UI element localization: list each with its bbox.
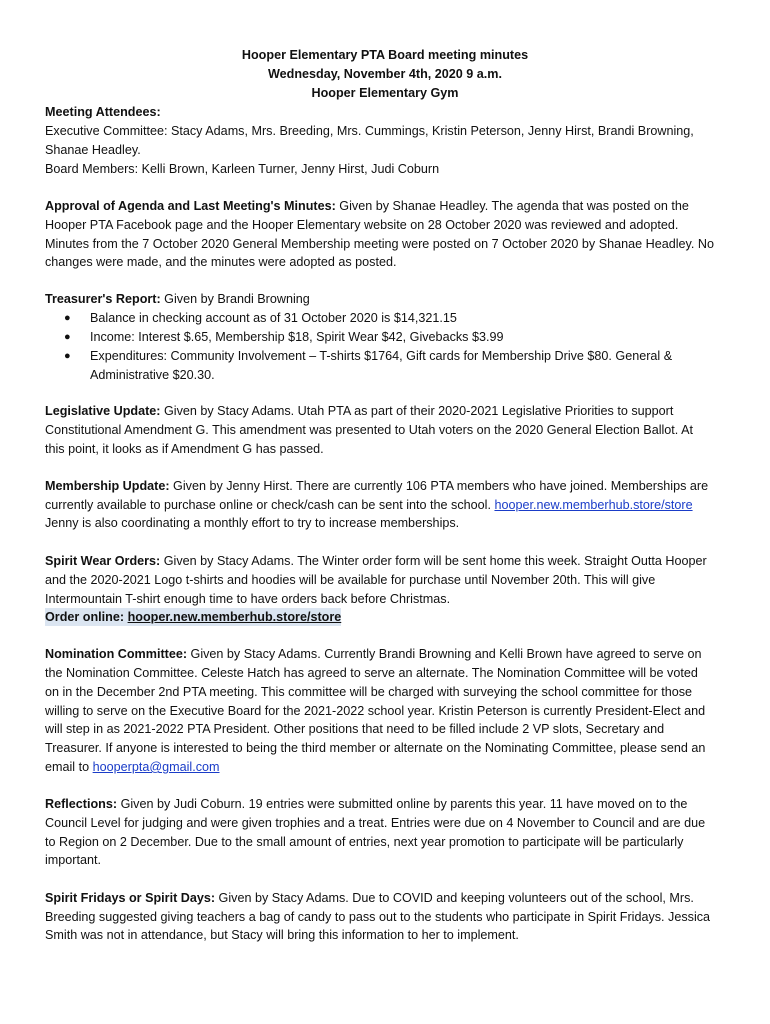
reflections-line-2: Council Level for judging and were given trophies and a treat. Entries were due on 4 November to Council and are due bbox=[45, 816, 706, 830]
attendees-heading: Meeting Attendees: bbox=[45, 105, 161, 119]
nomination-line-1 bbox=[45, 645, 702, 663]
reflections-heading: Reflections: bbox=[45, 797, 118, 811]
legislative-line-3: this point, it looks as if Amendment G has passed. bbox=[45, 442, 324, 456]
approval-line-2: Hooper PTA Facebook page and the Hooper Elementary website on 28 October 2020 was reviewed and adopted. bbox=[45, 218, 679, 232]
spiritdays-text: Given by Stacy Adams. Due to COVID and keeping volunteers out of the school, Mrs. bbox=[215, 891, 694, 905]
spiritwear-line-1 bbox=[45, 552, 707, 570]
spiritwear-line-3: Intermountain T-shirt enough time to have orders back before Christmas. bbox=[45, 592, 451, 606]
attendees-board: Board Members: Kelli Brown, Karleen Turner, Jenny Hirst, Judi Coburn bbox=[45, 162, 440, 176]
attendees-executive: Executive Committee: Stacy Adams, Mrs. Breeding, Mrs. Cummings, Kristin Peterson, Jenny Hirst, Brandi Browning, bbox=[45, 124, 694, 138]
nomination-email-label: email to bbox=[45, 760, 93, 774]
legislative-line-1 bbox=[45, 402, 673, 420]
membership-text: Given by Jenny Hirst. There are currently 106 PTA members who have joined. Memberships are bbox=[169, 479, 709, 493]
treasurer-line bbox=[45, 290, 310, 308]
nomination-line-2: the Nomination Committee. Celeste Hatch has agreed to serve an alternate. The Nomination Committee will be voted bbox=[45, 666, 698, 680]
bullet-icon: ● bbox=[64, 312, 71, 324]
spiritwear-text: Given by Stacy Adams. The Winter order form will be sent home this week. Straight Outta Hooper bbox=[160, 554, 707, 568]
treasurer-expenditures: Expenditures: Community Involvement – T-shirts $1764, Gift cards for Membership Drive $80. General & bbox=[90, 349, 673, 363]
treasurer-given: Given by Brandi Browning bbox=[160, 292, 310, 306]
order-online-line bbox=[45, 608, 341, 626]
nomination-text: Given by Stacy Adams. Currently Brandi Browning and Kelli Brown have agreed to serve on bbox=[187, 647, 702, 661]
membership-text-2: currently available to purchase online or check/cash can be sent into the school. bbox=[45, 498, 495, 512]
approval-line-3: Minutes from the 7 October 2020 General Membership meeting were posted on 7 October 2020 by Shanae Headley. No bbox=[45, 237, 715, 251]
bullet-icon: ● bbox=[64, 350, 71, 362]
treasurer-heading: Treasurer's Report: bbox=[45, 292, 161, 306]
spiritdays-line-3: Smith was not in attendance, but Stacy will bring this information to her to implement. bbox=[45, 928, 519, 942]
nomination-line-6: Treasurer. If anyone is interested to being the third member or alternate on the Nominating Committee, please send an bbox=[45, 741, 706, 755]
nomination-line-4: willing to serve on the Executive Board for the 2021-2022 school year. Kristin Peterson is currently President-Elect and bbox=[45, 704, 706, 718]
legislative-line-2: Constitutional Amendment G. This amendment was presented to Utah voters on the 2020 General Election Ballot. At bbox=[45, 423, 694, 437]
legislative-heading: Legislative Update: bbox=[45, 404, 161, 418]
spiritwear-heading: Spirit Wear Orders: bbox=[45, 554, 161, 568]
bullet-icon: ● bbox=[64, 331, 71, 343]
attendees-executive-cont: Shanae Headley. bbox=[45, 143, 141, 157]
nomination-line-5: will step in as 2021-2022 PTA President. Other positions that need to be filled include 2 VP slots, Secretary and bbox=[45, 722, 665, 736]
approval-heading: Approval of Agenda and Last Meeting's Minutes: bbox=[45, 199, 336, 213]
membership-heading: Membership Update: bbox=[45, 479, 170, 493]
spiritdays-line-2: Breeding suggested giving teachers a bag of candy to pass out to the students who participate in Spirit Fridays. Jessica bbox=[45, 910, 711, 924]
memberhub-link[interactable]: hooper.new.memberhub.store/store bbox=[494, 498, 693, 512]
approval-line-1 bbox=[45, 197, 689, 215]
membership-line-3: Jenny is also coordinating a monthly effort to try to increase memberships. bbox=[45, 516, 460, 530]
document-title: Hooper Elementary PTA Board meeting minutes bbox=[241, 48, 529, 62]
reflections-text: Given by Judi Coburn. 19 entries were submitted online by parents this year. 11 have moved on to the bbox=[117, 797, 688, 811]
nomination-line-3: on in the December 2nd PTA meeting. This committee will be charged with surveying the school committee for those bbox=[45, 685, 693, 699]
spiritdays-heading: Spirit Fridays or Spirit Days: bbox=[45, 891, 216, 905]
spiritwear-line-2: and the 2020-2021 Logo t-shirts and hoodies will be available for purchase until November 20th. This will give bbox=[45, 573, 656, 587]
approval-text: Given by Shanae Headley. The agenda that was posted on the bbox=[335, 199, 689, 213]
reflections-line-3: to Region on 2 December. Due to the small amount of entries, next year promotion to participate will be particularly bbox=[45, 835, 684, 849]
approval-line-4: changes were made, and the minutes were adopted as posted. bbox=[45, 255, 397, 269]
reflections-line-4: important. bbox=[45, 853, 101, 867]
treasurer-income: Income: Interest $.65, Membership $18, Spirit Wear $42, Givebacks $3.99 bbox=[90, 330, 504, 344]
order-online-label: Order online: bbox=[45, 610, 128, 624]
treasurer-balance: Balance in checking account as of 31 October 2020 is $14,321.15 bbox=[90, 311, 457, 325]
meeting-date: Wednesday, November 4th, 2020 9 a.m. bbox=[267, 67, 503, 81]
treasurer-expenditures-cont: Administrative $20.30. bbox=[90, 368, 215, 382]
nomination-line-7 bbox=[45, 758, 220, 776]
email-link[interactable]: hooperpta@gmail.com bbox=[92, 760, 220, 774]
membership-line-2 bbox=[45, 496, 693, 514]
membership-line-1 bbox=[45, 477, 708, 495]
order-online-link[interactable]: hooper.new.memberhub.store/store bbox=[127, 610, 342, 624]
reflections-line-1 bbox=[45, 795, 687, 813]
meeting-location: Hooper Elementary Gym bbox=[311, 86, 459, 100]
legislative-text: Given by Stacy Adams. Utah PTA as part of their 2020-2021 Legislative Priorities to support bbox=[160, 404, 674, 418]
nomination-heading: Nomination Committee: bbox=[45, 647, 188, 661]
document-header bbox=[0, 46, 770, 103]
spiritdays-line-1 bbox=[45, 889, 694, 907]
